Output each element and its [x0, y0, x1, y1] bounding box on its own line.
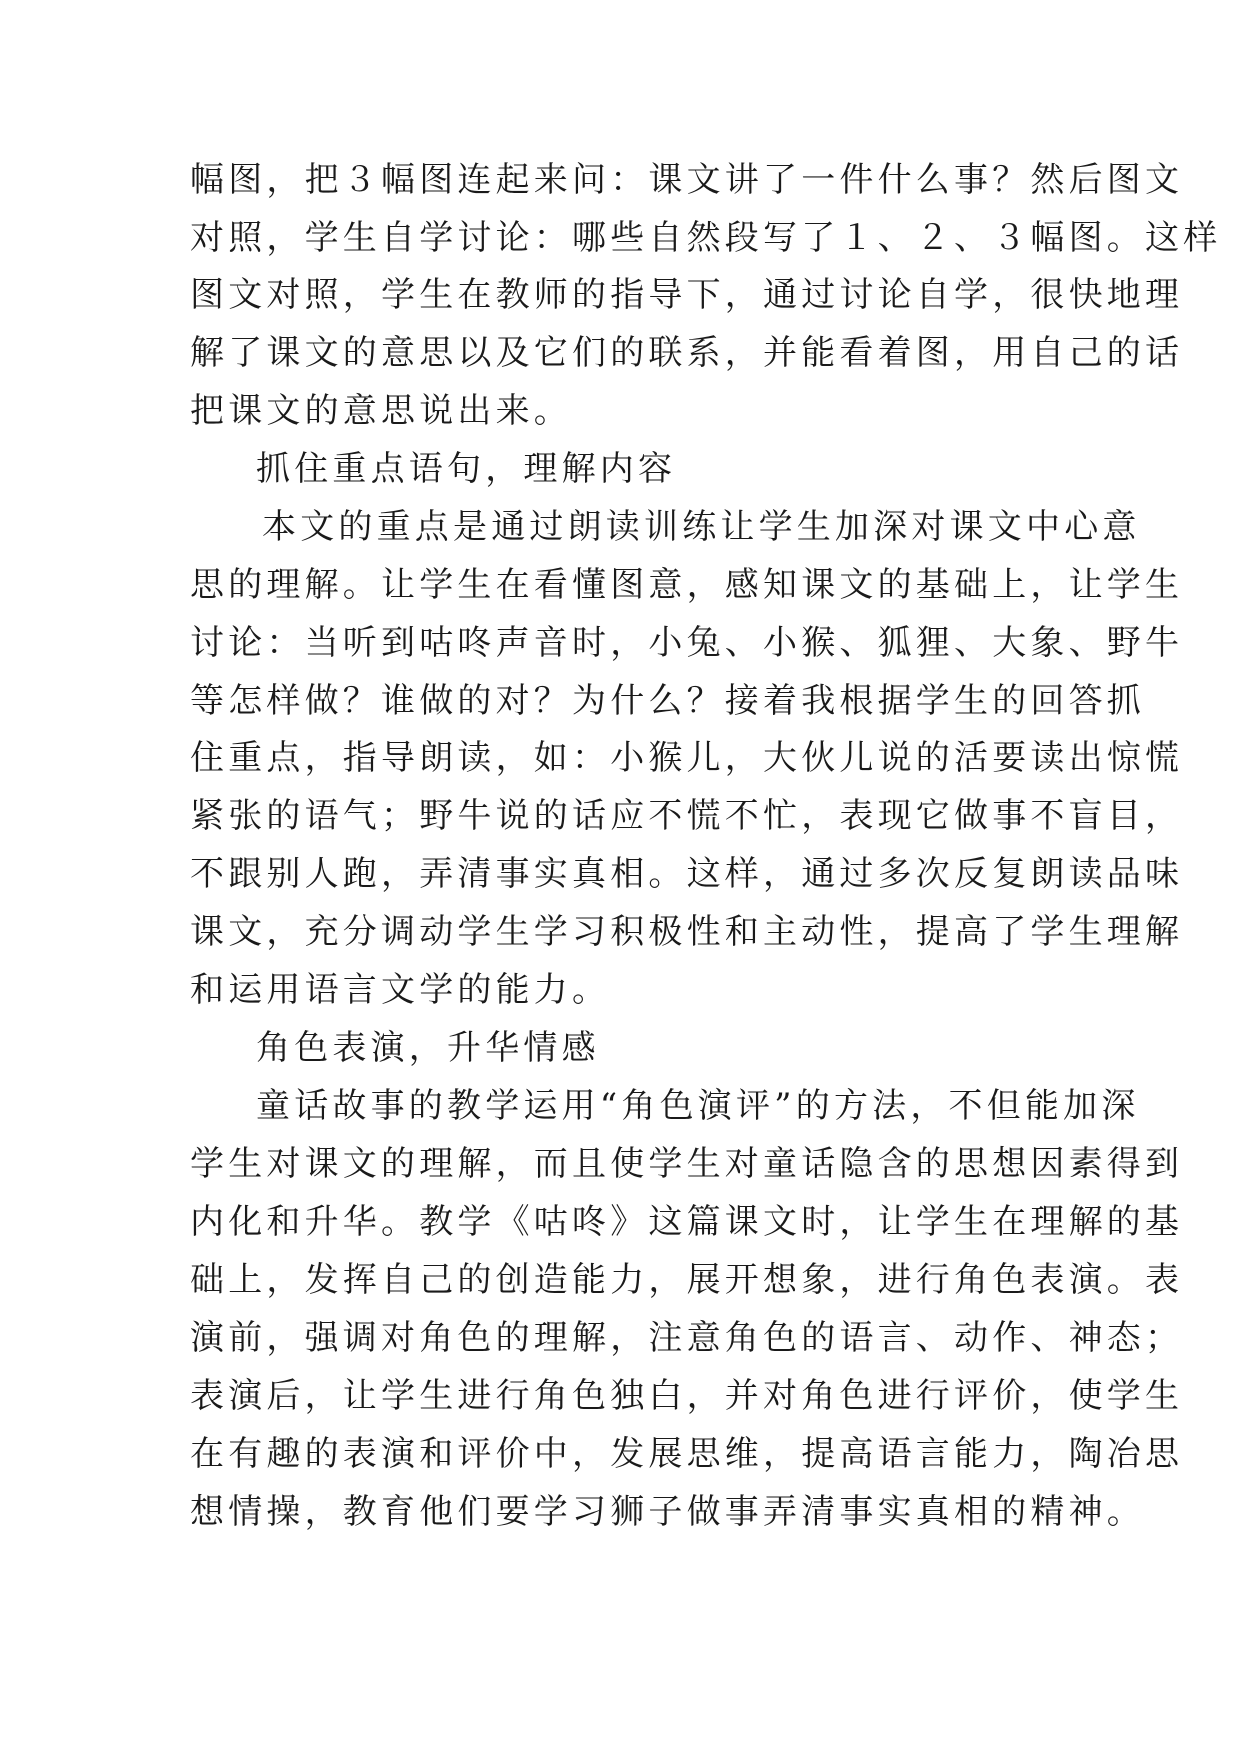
text-line: 图文对照，学生在教师的指导下，通过讨论自学，很快地理 [190, 275, 1184, 315]
text-line: 不跟别人跑，弄清事实真相。这样，通过多次反复朗读品味 [190, 854, 1184, 894]
text-line: 内化和升华。教学《咕咚》这篇课文时，让学生在理解的基 [190, 1202, 1184, 1242]
text-line: 学生对课文的理解，而且使学生对童话隐含的思想因素得到 [190, 1144, 1184, 1184]
text-line: 础上，发挥自己的创造能力，展开想象，进行角色表演。表 [190, 1260, 1184, 1300]
text-line: 思的理解。让学生在看懂图意，感知课文的基础上，让学生 [190, 565, 1184, 605]
section-heading: 角色表演，升华情感 [256, 1028, 600, 1068]
text-line: 把课文的意思说出来。 [190, 391, 572, 431]
text-line: 在有趣的表演和评价中，发展思维，提高语言能力，陶冶思 [190, 1434, 1184, 1474]
text-line: 和运用语言文学的能力。 [190, 970, 611, 1010]
section-heading: 抓住重点语句，理解内容 [256, 449, 677, 489]
text-line: 本文的重点是通过朗读训练让学生加深对课文中心意 [262, 507, 1141, 547]
text-line: 想情操，教育他们要学习狮子做事弄清事实真相的精神。 [190, 1492, 1145, 1532]
text-line: 住重点，指导朗读，如：小猴儿，大伙儿说的活要读出惊慌 [190, 738, 1184, 778]
text-line: 解了课文的意思以及它们的联系，并能看着图，用自己的话 [190, 333, 1184, 373]
text-line: 紧张的语气；野牛说的话应不慌不忙，表现它做事不盲目， [190, 796, 1184, 836]
text-line: 对照，学生自学讨论：哪些自然段写了１、２、３幅图。这样 [190, 218, 1222, 258]
text-line: 幅图，把３幅图连起来问：课文讲了一件什么事？然后图文 [190, 160, 1184, 200]
text-line: 童话故事的教学运用“角色演评”的方法，不但能加深 [256, 1086, 1140, 1126]
text-line: 表演后，让学生进行角色独白，并对角色进行评价，使学生 [190, 1376, 1184, 1416]
text-line: 演前，强调对角色的理解，注意角色的语言、动作、神态； [190, 1318, 1184, 1358]
text-line: 课文，充分调动学生学习积极性和主动性，提高了学生理解 [190, 912, 1184, 952]
text-line: 等怎样做？谁做的对？为什么？接着我根据学生的回答抓 [190, 681, 1145, 721]
text-line: 讨论：当听到咕咚声音时，小兔、小猴、狐狸、大象、野牛 [190, 623, 1184, 663]
